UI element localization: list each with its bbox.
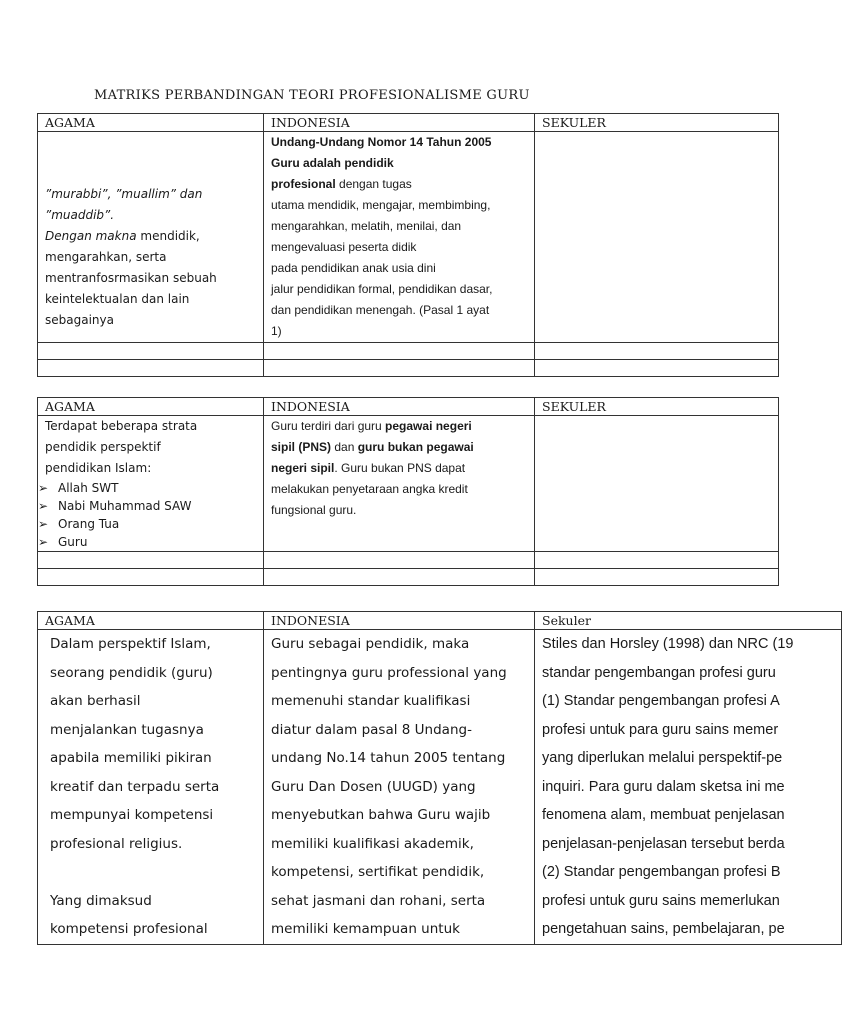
text-line: Terdapat beberapa strata (45, 419, 198, 433)
text-line: pendidik perspektif (45, 440, 161, 454)
header-agama: AGAMA (38, 114, 264, 132)
indonesia-cell (264, 416, 535, 552)
text-line: (1) Standar pengembangan profesi A (542, 693, 780, 709)
text-line: standar pengembangan profesi guru (542, 664, 776, 681)
text-line: fungsional guru. (271, 503, 357, 517)
text-line: sebagainya (45, 313, 114, 327)
sekuler-cell (535, 416, 779, 552)
header-sekuler: SEKULER (535, 398, 779, 416)
text-line: memenuhi standar kualifikasi (271, 693, 471, 709)
text-line: menyebutkan bahwa Guru wajib (271, 807, 491, 823)
arrow-bullet-icon: ➢ (38, 517, 49, 531)
text-line: Yang dimaksud (50, 892, 152, 909)
empty-row (38, 360, 779, 377)
table-row (38, 416, 779, 552)
text-line: Guru sebagai pendidik, maka (271, 636, 470, 652)
empty-row (38, 343, 779, 360)
indonesia-paragraph (271, 630, 527, 944)
text-line: jalur pendidikan formal, pendidikan dasar, (271, 282, 493, 296)
text-line: undang No.14 tahun 2005 tentang (271, 750, 506, 766)
text-line: ”muaddib”. (45, 208, 115, 222)
text-line: penjelasan-penjelasan tersebut berda (542, 835, 785, 852)
text-line: fenomena alam, membuat penjelasan (542, 807, 785, 823)
text-line: 1) (271, 324, 282, 338)
text-line: profesional dengan tugas (271, 177, 412, 191)
text-line: melakukan penyetaraan angka kredit (271, 482, 468, 496)
text-line: memiliki kemampuan untuk (271, 921, 460, 937)
text-line: pentingnya guru professional yang (271, 664, 507, 681)
text-line: mengarahkan, serta (45, 250, 167, 264)
table-header-row (38, 114, 779, 132)
text-line: ”murabbi”, ”muallim” dan (45, 187, 203, 201)
text-line: inquiri. Para guru dalam sketsa ini me (542, 778, 785, 795)
text-line: Guru terdiri dari guru pegawai negeri (271, 419, 472, 433)
header-sekuler: SEKULER (535, 114, 779, 132)
text-line: pendidikan Islam: (45, 461, 152, 475)
text-line: seorang pendidik (guru) (50, 664, 213, 681)
text-line: negeri sipil. Guru bukan PNS dapat (271, 461, 466, 475)
agama-cell (38, 416, 264, 552)
matrix-table-1 (37, 113, 779, 377)
header-indonesia: INDONESIA (264, 114, 535, 132)
text-line: kompetensi, sertifikat pendidik, (271, 864, 485, 880)
text-line: profesional religius. (50, 835, 183, 852)
list-item: ➢ Nabi Muhammad SAW (38, 499, 192, 513)
text-line: pada pendidikan anak usia dini (271, 261, 436, 275)
text-line: sipil (PNS) dan guru bukan pegawai (271, 440, 474, 454)
table-header-row (38, 612, 842, 630)
text-line: mempunyai kompetensi (50, 807, 214, 823)
text-line: Stiles dan Horsley (1998) dan NRC (19 (542, 636, 794, 652)
text-line: Dengan makna mendidik, (45, 229, 200, 243)
arrow-bullet-icon: ➢ (38, 499, 49, 513)
header-agama: AGAMA (38, 612, 264, 630)
list-item: ➢ Guru (38, 535, 88, 549)
text-line: mengevaluasi peserta didik (271, 240, 417, 254)
matrix-table-3 (37, 611, 842, 945)
text-line: akan berhasil (50, 693, 141, 709)
sekuler-cell (535, 630, 842, 945)
list-item: ➢ Orang Tua (38, 517, 120, 531)
matrix-table-2 (37, 397, 779, 586)
text-line: Guru Dan Dosen (UUGD) yang (271, 778, 476, 795)
sekuler-cell (535, 132, 779, 343)
text-line: profesi untuk para guru sains memer (542, 721, 779, 738)
text-line: diatur dalam pasal 8 Undang- (271, 721, 472, 738)
strata-list (38, 479, 256, 551)
arrow-bullet-icon: ➢ (38, 535, 49, 549)
text-line: dan pendidikan menengah. (Pasal 1 ayat (271, 303, 490, 317)
header-agama: AGAMA (38, 398, 264, 416)
text-line: mengarahkan, melatih, menilai, dan (271, 219, 462, 233)
text-line: memiliki kualifikasi akademik, (271, 835, 474, 852)
table-row (38, 630, 842, 945)
text-line: Undang-Undang Nomor 14 Tahun 2005 (271, 135, 492, 149)
header-indonesia: INDONESIA (264, 398, 535, 416)
indonesia-cell (264, 132, 535, 343)
empty-row (38, 552, 779, 569)
table-row (38, 132, 779, 343)
agama-paragraph (50, 630, 256, 858)
text-line: kreatif dan terpadu serta (50, 778, 220, 795)
text-line: apabila memiliki pikiran (50, 750, 212, 766)
agama-cell (38, 132, 264, 343)
text-line: keintelektualan dan lain (45, 292, 190, 306)
text-line: utama mendidik, mengajar, membimbing, (271, 198, 491, 212)
list-item: ➢ Allah SWT (38, 481, 119, 495)
text-line: profesi untuk guru sains memerlukan (542, 892, 780, 909)
empty-row (38, 569, 779, 586)
text-line: pengetahuan sains, pembelajaran, pe (542, 921, 785, 937)
indonesia-cell (264, 630, 535, 945)
document-title: MATRIKS PERBANDINGAN TEORI PROFESIONALISME GURU (94, 88, 530, 103)
agama-paragraph (50, 887, 256, 944)
text-line: sehat jasmani dan rohani, serta (271, 892, 486, 909)
header-indonesia: INDONESIA (264, 612, 535, 630)
text-line: Guru adalah pendidik (271, 156, 394, 170)
header-sekuler: Sekuler (535, 612, 842, 630)
text-line: mentranfosrmasikan sebuah (45, 271, 217, 285)
table-header-row (38, 398, 779, 416)
sekuler-paragraph (542, 630, 834, 944)
arrow-bullet-icon: ➢ (38, 481, 49, 495)
text-line: kompetensi profesional (50, 921, 208, 937)
agama-cell (38, 630, 264, 945)
text-line: Dalam perspektif Islam, (50, 636, 211, 652)
text-line: menjalankan tugasnya (50, 721, 204, 738)
text-line: yang diperlukan melalui perspektif-pe (542, 750, 783, 766)
text-line: (2) Standar pengembangan profesi B (542, 864, 781, 880)
